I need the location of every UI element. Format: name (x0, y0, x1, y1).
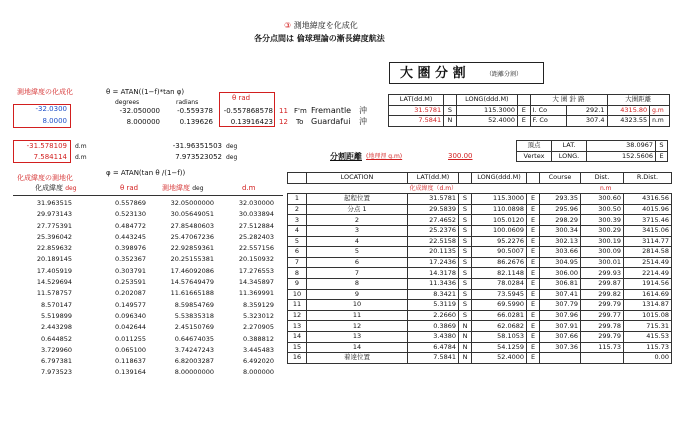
cell-ew: E (527, 257, 540, 268)
cell-n: 14 (288, 331, 307, 342)
left-cell: 7.973523 (40, 368, 72, 377)
cell-ew: E (527, 331, 540, 342)
cell-rd: 415.53 (624, 331, 672, 342)
left-cell: 6.492020 (242, 357, 274, 366)
cell-lat: 17.2436 (408, 257, 459, 268)
cell-lat: 3.4380 (408, 331, 459, 342)
cell-co: 295.96 (540, 204, 581, 215)
left-cell: 0.398976 (114, 244, 146, 253)
cell-lat: 7.5841 (408, 353, 459, 364)
left-cell: 5.519899 (40, 311, 72, 320)
cell-ew: E (527, 342, 540, 353)
banner-title: 大 圏 分 割 (400, 66, 466, 81)
left-cell: 32.030000 (238, 199, 274, 207)
col-radians: radians (176, 99, 199, 106)
cell-loc: 14 (307, 342, 408, 353)
left-cell: 5.323012 (242, 311, 274, 320)
cell-loc: 5 (307, 247, 408, 258)
left-col-geo (156, 198, 214, 379)
page-title-line1: ③ 測地緯度を化成化 (284, 21, 358, 30)
cell-n: 4 (288, 225, 307, 236)
dm-a2: 7.584114 (33, 153, 67, 161)
cell-rd: 2214.49 (624, 268, 672, 279)
cell-dist (581, 353, 624, 364)
cell-n: 9 (288, 278, 307, 289)
cell-rd: 715.31 (624, 321, 672, 332)
cell-loc: 着達位置 (307, 353, 408, 364)
cell-dist: 300.09 (581, 247, 624, 258)
table-row (288, 194, 672, 205)
cell-loc: 9 (307, 289, 408, 300)
place-guardafui: Guardafui (311, 117, 351, 126)
cell-rd: 1914.56 (624, 278, 672, 289)
table-row (288, 300, 672, 311)
cell-long: 82.1148 (472, 268, 527, 279)
left-cell: 2.443298 (40, 323, 72, 332)
cell-rd: 3415.06 (624, 225, 672, 236)
n11: 11 (279, 107, 288, 115)
cell-ns: S (459, 257, 472, 268)
cell-dist: 299.78 (581, 321, 624, 332)
cell-co: 306.81 (540, 278, 581, 289)
cell-long: 90.5007 (472, 247, 527, 258)
cell-lat: 5.3119 (408, 300, 459, 311)
left-h4: d.m (242, 184, 256, 192)
left-cell: 8.570147 (40, 300, 72, 309)
cell-rd: 2514.49 (624, 257, 672, 268)
cell-dist: 300.01 (581, 257, 624, 268)
n12: 12 (279, 118, 288, 126)
left-cell: 3.729960 (40, 345, 72, 354)
from-label: F'm (294, 107, 307, 115)
trad2: 0.13916423 (230, 118, 273, 126)
page-title-line2: 各分点間は 倫球理論の漸長緯度航法 (254, 34, 385, 43)
cell-rd: 115.73 (624, 342, 672, 353)
cell-n: 8 (288, 268, 307, 279)
left-cell: 3.74247243 (174, 345, 214, 354)
rad1: -0.559378 (177, 107, 213, 115)
left-h1: 化成緯度 deg (35, 184, 77, 192)
lat2-input[interactable]: 8.0000 (42, 117, 67, 125)
cell-dist: 300.50 (581, 204, 624, 215)
deg2: 8.000000 (126, 118, 160, 126)
left-cell: 0.303791 (114, 266, 146, 275)
cell-long: 66.0281 (472, 310, 527, 321)
left-cell: 17.276553 (238, 266, 274, 275)
cell-ns: N (459, 331, 472, 342)
left-cell: 0.202087 (114, 289, 146, 298)
table-row (288, 342, 672, 353)
left-cell: 6.82003287 (174, 357, 214, 366)
division-value[interactable]: 300.00 (448, 152, 473, 160)
cell-long: 54.1259 (472, 342, 527, 353)
cell-long: 95.2276 (472, 236, 527, 247)
left-cell: 17.46092086 (170, 266, 214, 275)
left-cell: 0.118637 (114, 357, 146, 366)
left-cell: 11.369991 (238, 289, 274, 298)
cell-dist: 299.82 (581, 289, 624, 300)
cell-loc: 10 (307, 300, 408, 311)
cell-loc: 12 (307, 321, 408, 332)
cell-rd: 2814.58 (624, 247, 672, 258)
left-h2: θ rad (120, 184, 139, 192)
cell-ew: E (527, 247, 540, 258)
deg1: -32.050000 (119, 107, 160, 115)
left-cell: 2.45150769 (174, 323, 214, 332)
cell-ew: E (527, 353, 540, 364)
cell-ew: E (527, 289, 540, 300)
oki2: 沖 (359, 117, 367, 126)
cell-dist: 299.77 (581, 310, 624, 321)
cell-ew: E (527, 268, 540, 279)
left-cell: 27.85480603 (170, 221, 214, 230)
cell-loc: 4 (307, 236, 408, 247)
cell-co: 302.13 (540, 236, 581, 247)
cell-co: 307.96 (540, 310, 581, 321)
lat1-input[interactable]: -32.0300 (35, 105, 67, 113)
cell-n: 2 (288, 204, 307, 215)
table-row (288, 331, 672, 342)
cell-n: 15 (288, 342, 307, 353)
table-row (288, 289, 672, 300)
cell-dist: 300.39 (581, 215, 624, 226)
place-fremantle: Fremantle (311, 106, 352, 115)
dm-v1: -31.96351503 (172, 142, 222, 150)
cell-ns: S (459, 310, 472, 321)
left-cell: 25.47067236 (170, 232, 214, 241)
left-header-line (13, 195, 283, 196)
table-row (288, 268, 672, 279)
cell-ew: E (527, 236, 540, 247)
left-cell: 22.557156 (238, 244, 274, 253)
cell-lat: 29.5839 (408, 204, 459, 215)
table-row (288, 278, 672, 289)
cell-co: 304.95 (540, 257, 581, 268)
cell-lat: 6.4784 (408, 342, 459, 353)
cell-n: 11 (288, 300, 307, 311)
table-row (288, 353, 672, 364)
cell-loc: 3 (307, 225, 408, 236)
formula1-text: θ = ATAN((1−f)*tan φ) (106, 88, 185, 96)
left-cell: 0.096340 (114, 311, 146, 320)
left-cell: 22.92859361 (170, 244, 214, 253)
cell-co: 306.00 (540, 268, 581, 279)
cell-loc: 6 (307, 257, 408, 268)
table-row (288, 257, 672, 268)
left-cell: 6.797381 (40, 357, 72, 366)
left-cell: 20.25155381 (170, 255, 214, 264)
cell-long: 86.2676 (472, 257, 527, 268)
cell-loc: 2 (307, 215, 408, 226)
cell-rd: 4316.56 (624, 194, 672, 205)
dm-du1: deg (226, 143, 238, 150)
cell-ns: S (459, 300, 472, 311)
cell-ew: E (527, 300, 540, 311)
cell-lat: 20.1135 (408, 247, 459, 258)
cell-n: 13 (288, 321, 307, 332)
dm-du2: deg (226, 154, 238, 161)
left-cell: 20.189145 (36, 255, 72, 264)
trad1: -0.557868578 (223, 107, 273, 115)
left-cell: 8.000000 (242, 368, 274, 377)
banner-subtitle: （距離分割） (486, 71, 523, 78)
cell-long: 78.0284 (472, 278, 527, 289)
left-cell: 0.011255 (114, 334, 146, 343)
table-row (288, 321, 672, 332)
cell-co: 307.79 (540, 300, 581, 311)
cell-loc: 分点 1 (307, 204, 408, 215)
cell-lat: 22.5158 (408, 236, 459, 247)
cell-n: 3 (288, 215, 307, 226)
left-cell: 8.359129 (242, 300, 274, 309)
cell-n: 5 (288, 236, 307, 247)
cell-ns: S (459, 225, 472, 236)
cell-rd: 1015.08 (624, 310, 672, 321)
cell-dist: 299.79 (581, 331, 624, 342)
left-cell: 29.973143 (36, 210, 72, 219)
cell-long: 58.1053 (472, 331, 527, 342)
cell-dist: 300.19 (581, 236, 624, 247)
summary-table: LAT(dd.M) LONG(ddd.M) 大 圏 針 路 大圏距離 31.5781 S 115.3000 E I. Co 292.1 4315.80 g.m 7.5841 N 52.4000 E F. Co 307.4 4323.55 n.m (388, 94, 670, 127)
left-cell: 14.529694 (36, 278, 72, 287)
cell-n: 10 (288, 289, 307, 300)
dm-v2: 7.973523052 (175, 153, 222, 161)
left-cell: 0.557869 (114, 199, 146, 207)
cell-lat: 2.2660 (408, 310, 459, 321)
to-label: To (296, 118, 304, 126)
cell-lat: 25.2376 (408, 225, 459, 236)
cell-ns: S (459, 204, 472, 215)
table-row (288, 215, 672, 226)
left-col-rad (96, 198, 146, 379)
cell-long: 52.4000 (472, 353, 527, 364)
cell-n: 12 (288, 310, 307, 321)
left-cell: 0.523130 (114, 210, 146, 219)
left-cell: 0.253591 (114, 278, 146, 287)
rad2: 0.139626 (179, 118, 213, 126)
theta-rad-label: θ rad (232, 94, 251, 102)
cell-loc: 13 (307, 331, 408, 342)
cell-long: 115.3000 (472, 194, 527, 205)
left-cell: 30.033894 (238, 210, 274, 219)
cell-n: 6 (288, 247, 307, 258)
cell-dist: 300.60 (581, 194, 624, 205)
table-row (288, 204, 672, 215)
cell-ns: N (459, 342, 472, 353)
cell-co: 307.91 (540, 321, 581, 332)
cell-ns: S (459, 194, 472, 205)
left-col-dm (222, 198, 274, 379)
cell-loc: 起程位置 (307, 194, 408, 205)
cell-n: 1 (288, 194, 307, 205)
table-row (288, 310, 672, 321)
cell-dist: 299.87 (581, 278, 624, 289)
cell-ew: E (527, 310, 540, 321)
cell-loc: 8 (307, 278, 408, 289)
cell-rd: 0.00 (624, 353, 672, 364)
left-cell: 17.405919 (36, 266, 72, 275)
formula2-text: φ = ATAN(tan θ /(1−f)) (106, 169, 186, 177)
cell-ew: E (527, 204, 540, 215)
left-cell: 0.139164 (114, 368, 146, 377)
cell-rd: 1314.87 (624, 300, 672, 311)
dm-u2: d.m (75, 154, 87, 161)
cell-co: 293.35 (540, 194, 581, 205)
left-cell: 0.149577 (114, 300, 146, 309)
cell-lat: 11.3436 (408, 278, 459, 289)
left-col-kasei (14, 198, 72, 379)
table-row (288, 225, 672, 236)
cell-ns: N (459, 353, 472, 364)
cell-ns: S (459, 215, 472, 226)
cell-n: 7 (288, 257, 307, 268)
left-cell: 8.00000000 (174, 368, 214, 377)
cell-rd: 3715.46 (624, 215, 672, 226)
cell-n: 16 (288, 353, 307, 364)
cell-co: 298.29 (540, 215, 581, 226)
cell-ew: E (527, 225, 540, 236)
cell-co: 307.41 (540, 289, 581, 300)
left-cell: 14.57649479 (170, 278, 214, 287)
cell-long: 110.0898 (472, 204, 527, 215)
left-cell: 0.644852 (40, 334, 72, 343)
cell-ew: E (527, 321, 540, 332)
cell-dist: 299.79 (581, 300, 624, 311)
cell-long: 105.0120 (472, 215, 527, 226)
dm-a1: -31.578109 (26, 142, 67, 150)
cell-long: 62.0682 (472, 321, 527, 332)
left-cell: 0.443245 (114, 232, 146, 241)
cell-co: 307.36 (540, 342, 581, 353)
table-row (288, 236, 672, 247)
cell-dist: 115.73 (581, 342, 624, 353)
left-cell: 25.396042 (36, 232, 72, 241)
cell-co: 300.34 (540, 225, 581, 236)
left-cell: 25.282403 (238, 232, 274, 241)
left-cell: 0.64674035 (174, 334, 214, 343)
cell-long: 100.0609 (472, 225, 527, 236)
cell-lat: 27.4652 (408, 215, 459, 226)
dm-u1: d.m (75, 143, 87, 150)
cell-rd: 1614.69 (624, 289, 672, 300)
left-cell: 0.042644 (114, 323, 146, 332)
formula1-label: 測地緯度の化成化 (17, 88, 73, 96)
cell-loc: 7 (307, 268, 408, 279)
left-cell: 27.512884 (238, 221, 274, 230)
left-cell: 2.270905 (242, 323, 274, 332)
left-cell: 11.578757 (36, 289, 72, 298)
left-cell: 0.388812 (242, 334, 274, 343)
cell-loc: 11 (307, 310, 408, 321)
left-cell: 31.963515 (36, 199, 72, 207)
cell-lat: 0.3869 (408, 321, 459, 332)
vertex-table: 頂点 LAT. 38.0967 S Vertex LONG. 152.5606 E (516, 140, 668, 162)
left-cell: 0.352367 (114, 255, 146, 264)
cell-ns: S (459, 268, 472, 279)
left-title: 化成緯度の測地化 (17, 174, 73, 182)
cell-co: 307.66 (540, 331, 581, 342)
cell-ns: S (459, 247, 472, 258)
oki1: 沖 (359, 106, 367, 115)
cell-ew: E (527, 278, 540, 289)
cell-ns: S (459, 278, 472, 289)
cell-ew: E (527, 215, 540, 226)
cell-lat: 14.3178 (408, 268, 459, 279)
cell-co: 303.66 (540, 247, 581, 258)
left-cell: 22.859632 (36, 244, 72, 253)
left-cell: 0.484772 (114, 221, 146, 230)
cell-dist: 299.93 (581, 268, 624, 279)
cell-ns: S (459, 289, 472, 300)
left-cell: 32.05000000 (170, 199, 214, 207)
left-cell: 14.345897 (238, 278, 274, 287)
left-cell: 20.150932 (238, 255, 274, 264)
left-cell: 0.065100 (114, 345, 146, 354)
cell-ew: E (527, 194, 540, 205)
cell-co (540, 353, 581, 364)
cell-dist: 300.29 (581, 225, 624, 236)
col-degrees: degrees (115, 99, 140, 106)
cell-long: 73.5945 (472, 289, 527, 300)
left-cell: 8.59854769 (174, 300, 214, 309)
table-row (288, 247, 672, 258)
left-cell: 11.61665188 (170, 289, 214, 298)
circle-number: ③ (284, 21, 292, 30)
main-table: LOCATION LAT(dd.M) LONG(ddd.M) Course Dist. R.Dist. 化成緯度（d.m） n.m 1 起程位置 31.5781 S 115.3000 E 293.35 300.60 4316.56 2 分点 1 29.5839 S 110.0898 E 295.96 300.50 4015.96 3 2 27.4652 S 105.0120 E 298.29 300.39 3715.46 4 3 25.2376 S 100.0609 E 300.34 300.29 3415.06 5 4 22.5158 S 95.2276 E 302.13 300.19 3114.77 6 5 20.1135 S 90.5007 E 303.66 300.09 2814.58 7 6 17.2436 S 86.2676 E 304.95 300.01 2514.49 8 7 14.3178 S 82.1148 E 306.00 299.93 2214.49 9 8 11.3436 S 78.0284 E 306.81 299.87 1914.56 10 9 8.3421 S 73.5945 E 307.41 299.82 1614.69 11 10 5.3119 S 69.5990 E 307.79 299.79 1314.87 12 11 2.2660 S 66.0281 E 307.96 299.77 1015.08 13 12 0.3869 N 62.0682 E 307.91 299.78 715.31 14 13 3.4380 N 58.1053 E 307.66 299.79 415.53 15 14 6.4784 N 54.1259 E 307.36 115.73 115.73 16 着達位置 7.5841 N 52.4000 E 0.00 (287, 172, 672, 364)
division-sub: (地理浬 g.m) (366, 153, 403, 160)
left-cell: 30.05649051 (170, 210, 214, 219)
left-h3: 測地緯度 deg (162, 184, 204, 192)
cell-ns: N (459, 321, 472, 332)
division-label: 分割距離 (330, 152, 362, 161)
cell-long: 69.5990 (472, 300, 527, 311)
cell-rd: 3114.77 (624, 236, 672, 247)
cell-ns: S (459, 236, 472, 247)
cell-lat: 8.3421 (408, 289, 459, 300)
cell-rd: 4015.96 (624, 204, 672, 215)
left-cell: 27.775391 (36, 221, 72, 230)
cell-lat: 31.5781 (408, 194, 459, 205)
left-cell: 5.53835318 (174, 311, 214, 320)
left-cell: 3.445483 (242, 345, 274, 354)
